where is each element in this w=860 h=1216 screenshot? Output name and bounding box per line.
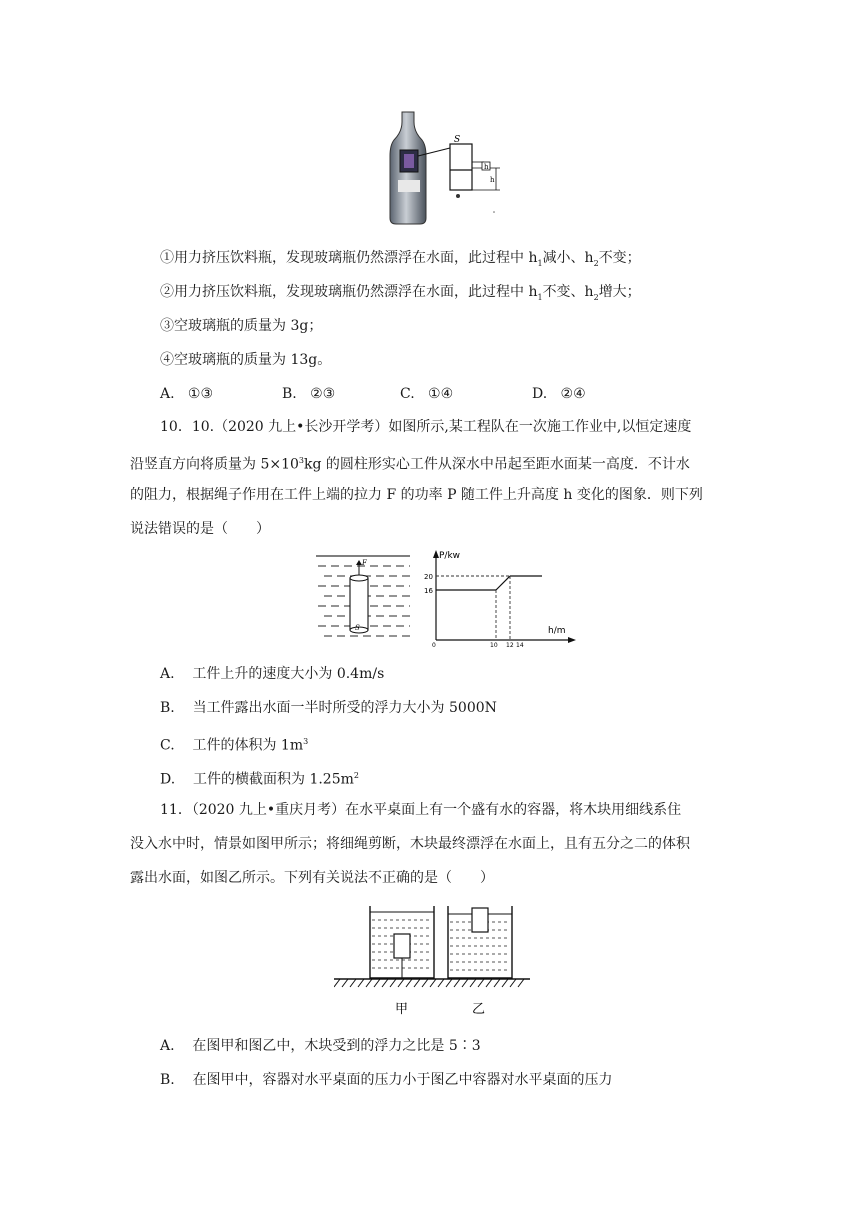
- label-s: S: [355, 624, 360, 632]
- x-tick-12: 12: [506, 642, 514, 649]
- y-axis-label: P/kw: [439, 551, 461, 561]
- q10-line-4: 说法错误的是（ ）: [130, 521, 270, 537]
- q10-power-graph: [422, 546, 578, 650]
- q10-option-c: C. 工件的体积为 $1m^3$: [160, 737, 309, 754]
- q9-choice-d: D. ②④: [532, 386, 586, 402]
- q10-option-b: B. 当工件露出水面一半时所受的浮力大小为 5000N: [160, 700, 497, 716]
- label-jia: 甲: [395, 1002, 409, 1017]
- q9-statement-2: ②用力挤压饮料瓶，发现玻璃瓶仍然漂浮在水面，此过程中 $h_1$不变、$h_2$增大；: [160, 284, 641, 302]
- q11-line-3: 露出水面，如图乙所示。下列有关说法不正确的是（ ）: [130, 870, 494, 886]
- q10-option-a: A. 工件上升的速度大小为 0.4m/s: [160, 666, 385, 682]
- q10-line-2: 沿竖直方向将质量为 $5\times 10^3kg$ 的圆柱形实心工件从深水中吊起至距水面某一高度．不计水: [130, 456, 690, 473]
- q9-choice-b: B. ②③: [282, 386, 336, 402]
- x-axis-label: h/m: [548, 626, 566, 636]
- q11-option-b: B. 在图甲中，容器对水平桌面的压力小于图乙中容器对水平桌面的压力: [160, 1072, 613, 1088]
- q11-line-1: 11．（2020 九上•重庆月考）在水平桌面上有一个盛有水的容器，将木块用细线系住: [160, 802, 682, 818]
- q11-option-a: A. 在图甲和图乙中，木块受到的浮力之比是 5∶3: [160, 1038, 481, 1054]
- q10-line-3: 的阻力，根据绳子作用在工件上端的拉力 F 的功率 P 随工件上升高度 h 变化的图象．则下列: [130, 487, 703, 503]
- y-tick-16: 16: [424, 587, 433, 595]
- origin-label: 0: [432, 642, 436, 649]
- q9-choice-c: C. ①④: [400, 386, 454, 402]
- label-h1: h: [484, 163, 489, 171]
- q10-water-figure: [314, 550, 414, 646]
- label-s: S: [454, 135, 461, 145]
- q9-statement-4: ④空玻璃瓶的质量为 13g。: [160, 352, 332, 368]
- x-tick-14: 14: [516, 642, 524, 649]
- q9-statement-1: ①用力挤压饮料瓶，发现玻璃瓶仍然漂浮在水面，此过程中 $h_1$减小、$h_2$不变；: [160, 250, 641, 268]
- q11-container-figure: [334, 900, 530, 1022]
- label-h2: h: [490, 176, 495, 184]
- q10-line-1: 10．10.（2020 九上•长沙开学考）如图所示,某工程队在一次施工作业中,以恒定速度: [160, 419, 692, 435]
- y-tick-20: 20: [424, 573, 433, 581]
- q9-choice-a: A. ①③: [160, 386, 214, 402]
- label-yi: 乙: [472, 1002, 486, 1017]
- q11-line-2: 没入水中时，情景如图甲所示；将细绳剪断，木块最终漂浮在水面上，且有五分之二的体积: [130, 836, 690, 852]
- q9-statement-3: ③空玻璃瓶的质量为 3g；: [160, 318, 323, 334]
- x-tick-10: 10: [490, 642, 498, 649]
- bottle-figure: [388, 110, 506, 228]
- q10-option-d: D. 工件的横截面积为 $1.25m^2$: [160, 771, 359, 788]
- label-f: F: [362, 559, 367, 567]
